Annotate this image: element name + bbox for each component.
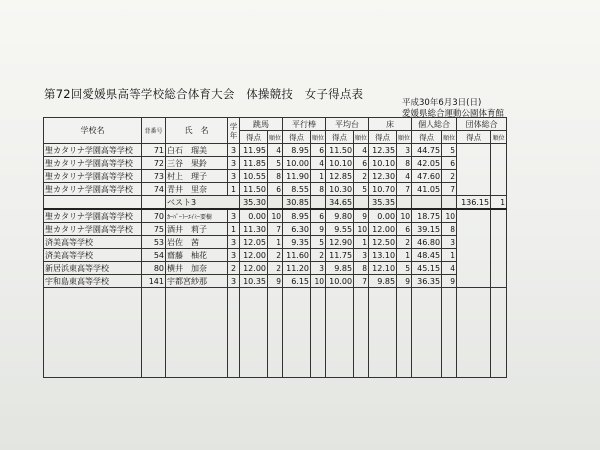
team-score-blank — [457, 144, 491, 196]
bib-cell: 80 — [142, 262, 166, 275]
bib-cell: 75 — [142, 223, 166, 236]
floor-score: 0.00 — [369, 209, 397, 223]
header-team-total: 団体総合 — [457, 118, 507, 131]
grade-cell: 3 — [228, 157, 240, 170]
bib-cell: 74 — [142, 183, 166, 196]
vault-rank: 8 — [268, 170, 283, 183]
header-rank: 順位 — [442, 131, 457, 144]
total-rank: 3 — [442, 236, 457, 249]
team-score-blank — [457, 209, 491, 288]
total-rank: 2 — [442, 170, 457, 183]
bars-score: 8.55 — [283, 183, 311, 196]
bars-rank: 4 — [311, 157, 326, 170]
beam-rank: 10 — [354, 223, 369, 236]
best3-floor: 35.35 — [369, 196, 397, 210]
bars-score: 11.20 — [283, 262, 311, 275]
beam-score: 12.90 — [326, 236, 354, 249]
beam-score: 12.85 — [326, 170, 354, 183]
vault-score: 0.00 — [240, 209, 268, 223]
best3-beam: 34.65 — [326, 196, 354, 210]
best3-blank — [311, 196, 326, 210]
total-score: 39.15 — [412, 223, 442, 236]
vault-score: 10.35 — [240, 275, 268, 288]
total-score: 44.75 — [412, 144, 442, 157]
header-score: 得点 — [283, 131, 311, 144]
header-indiv-total: 個人総合 — [412, 118, 457, 131]
bars-rank: 10 — [311, 275, 326, 288]
bars-score: 10.00 — [283, 157, 311, 170]
team-rank-blank — [491, 144, 507, 196]
bars-score: 6.30 — [283, 223, 311, 236]
empty-cell — [44, 288, 142, 378]
empty-cell — [228, 288, 240, 378]
floor-score: 12.50 — [369, 236, 397, 249]
empty-cell — [326, 288, 354, 378]
floor-rank: 6 — [397, 223, 412, 236]
best3-blank — [268, 196, 283, 210]
total-score: 45.15 — [412, 262, 442, 275]
school-cell: 聖カタリナ学園高等学校 — [44, 209, 142, 223]
floor-rank: 1 — [397, 249, 412, 262]
vault-score: 12.00 — [240, 262, 268, 275]
vault-rank: 10 — [268, 209, 283, 223]
best3-blank — [412, 196, 442, 210]
header-rank: 順位 — [311, 131, 326, 144]
grade-cell: 3 — [228, 144, 240, 157]
empty-cell — [166, 288, 228, 378]
best3-blank — [397, 196, 412, 210]
total-score: 41.05 — [412, 183, 442, 196]
vault-rank: 7 — [268, 223, 283, 236]
beam-rank: 3 — [354, 249, 369, 262]
total-rank: 5 — [442, 144, 457, 157]
name-cell: 酒井 莉子 — [166, 223, 228, 236]
bars-rank: 3 — [311, 262, 326, 275]
empty-cell — [311, 288, 326, 378]
school-cell: 済美高等学校 — [44, 249, 142, 262]
best3-blank — [142, 196, 166, 210]
empty-cell — [354, 288, 369, 378]
empty-cell — [442, 288, 457, 378]
grade-cell: 2 — [228, 262, 240, 275]
header-score: 得点 — [369, 131, 397, 144]
header-score: 得点 — [412, 131, 442, 144]
table-row — [44, 144, 507, 157]
floor-score: 10.10 — [369, 157, 397, 170]
vault-score: 12.05 — [240, 236, 268, 249]
team-score: 136.15 — [457, 196, 491, 210]
floor-score: 12.35 — [369, 144, 397, 157]
table-row — [44, 157, 507, 170]
floor-rank: 2 — [397, 236, 412, 249]
empty-cell — [457, 288, 491, 378]
beam-score: 9.55 — [326, 223, 354, 236]
total-score: 42.05 — [412, 157, 442, 170]
name-cell: 三谷 果鈴 — [166, 157, 228, 170]
beam-score: 10.10 — [326, 157, 354, 170]
total-score: 46.80 — [412, 236, 442, 249]
bib-cell: 53 — [142, 236, 166, 249]
name-cell: 岩佐 茜 — [166, 236, 228, 249]
floor-rank: 9 — [397, 275, 412, 288]
team-rank: 1 — [491, 196, 507, 210]
table-row — [44, 183, 507, 196]
bars-rank: 6 — [311, 144, 326, 157]
team-rank-blank — [491, 209, 507, 288]
school-cell: 済美高等学校 — [44, 236, 142, 249]
total-score: 36.35 — [412, 275, 442, 288]
school-cell: 聖カタリナ学園高等学校 — [44, 144, 142, 157]
vault-score: 10.55 — [240, 170, 268, 183]
bib-cell: 73 — [142, 170, 166, 183]
table-row — [44, 209, 507, 223]
total-rank: 6 — [442, 157, 457, 170]
best3-blank — [354, 196, 369, 210]
bars-rank: 8 — [311, 183, 326, 196]
vault-rank: 1 — [268, 236, 283, 249]
beam-rank: 4 — [354, 144, 369, 157]
table-row — [44, 236, 507, 249]
empty-cell — [268, 288, 283, 378]
total-rank: 8 — [442, 223, 457, 236]
school-cell: 聖カタリナ学園高等学校 — [44, 157, 142, 170]
empty-cell — [283, 288, 311, 378]
header-school: 学校名 — [44, 118, 142, 144]
grade-cell: 1 — [228, 183, 240, 196]
vault-rank: 6 — [268, 183, 283, 196]
total-rank: 10 — [442, 209, 457, 223]
name-cell: 横井 加奈 — [166, 262, 228, 275]
school-cell: 聖カタリナ学園高等学校 — [44, 183, 142, 196]
beam-score: 10.30 — [326, 183, 354, 196]
name-cell: 白石 瑠美 — [166, 144, 228, 157]
header-score: 得点 — [326, 131, 354, 144]
beam-score: 9.80 — [326, 209, 354, 223]
name-cell: 宇都宮紗那 — [166, 275, 228, 288]
vault-score: 11.50 — [240, 183, 268, 196]
bars-score: 8.95 — [283, 209, 311, 223]
vault-rank: 9 — [268, 275, 283, 288]
header-row-top — [44, 118, 507, 131]
grade-cell: 3 — [228, 249, 240, 262]
header-grade: 学年 — [228, 118, 240, 144]
header-score: 得点 — [240, 131, 268, 144]
bars-score: 11.60 — [283, 249, 311, 262]
bib-cell: 72 — [142, 157, 166, 170]
floor-score: 10.70 — [369, 183, 397, 196]
grade-cell: 3 — [228, 275, 240, 288]
bars-score: 6.15 — [283, 275, 311, 288]
vault-score: 12.00 — [240, 249, 268, 262]
table-row — [44, 249, 507, 262]
total-rank: 1 — [442, 249, 457, 262]
best3-row — [44, 196, 507, 210]
floor-rank: 10 — [397, 209, 412, 223]
school-cell: 宇和島東高等学校 — [44, 275, 142, 288]
bib-cell: 141 — [142, 275, 166, 288]
floor-score: 12.00 — [369, 223, 397, 236]
floor-rank: 3 — [397, 144, 412, 157]
name-cell: 青井 里奈 — [166, 183, 228, 196]
header-floor: 床 — [369, 118, 412, 131]
school-cell: 新居浜東高等学校 — [44, 262, 142, 275]
header-rank: 順位 — [491, 131, 507, 144]
beam-score: 11.75 — [326, 249, 354, 262]
floor-score: 12.30 — [369, 170, 397, 183]
beam-rank: 8 — [354, 262, 369, 275]
beam-score: 9.85 — [326, 262, 354, 275]
school-cell: 聖カタリナ学園高等学校 — [44, 223, 142, 236]
header-beam: 平均台 — [326, 118, 369, 131]
name-cell: 村上 理子 — [166, 170, 228, 183]
empty-row — [44, 288, 507, 378]
header-score: 得点 — [457, 131, 491, 144]
best3-blank — [442, 196, 457, 210]
grade-cell: 1 — [228, 223, 240, 236]
bars-rank: 6 — [311, 209, 326, 223]
beam-rank: 2 — [354, 170, 369, 183]
header-rank: 順位 — [354, 131, 369, 144]
bars-rank: 5 — [311, 236, 326, 249]
beam-rank: 1 — [354, 236, 369, 249]
total-rank: 4 — [442, 262, 457, 275]
name-cell: 齋藤 柚花 — [166, 249, 228, 262]
best3-blank — [44, 196, 142, 210]
total-rank: 9 — [442, 275, 457, 288]
floor-rank: 4 — [397, 170, 412, 183]
header-name: 氏 名 — [166, 118, 228, 144]
vault-rank: 5 — [268, 157, 283, 170]
bars-score: 9.35 — [283, 236, 311, 249]
bib-cell: 70 — [142, 209, 166, 223]
best3-bars: 30.85 — [283, 196, 311, 210]
grade-cell: 3 — [228, 209, 240, 223]
empty-cell — [491, 288, 507, 378]
bars-score: 11.90 — [283, 170, 311, 183]
bars-score: 8.95 — [283, 144, 311, 157]
floor-score: 9.85 — [369, 275, 397, 288]
floor-rank: 7 — [397, 183, 412, 196]
total-score: 47.60 — [412, 170, 442, 183]
table-row — [44, 275, 507, 288]
grade-cell: 3 — [228, 170, 240, 183]
vault-score: 11.30 — [240, 223, 268, 236]
header-bib: 背番号 — [142, 118, 166, 144]
bib-cell: 54 — [142, 249, 166, 262]
score-table — [43, 117, 507, 378]
event-date: 平成30年6月3日(日) — [402, 98, 482, 108]
vault-score: 11.85 — [240, 157, 268, 170]
header-bars: 平行棒 — [283, 118, 326, 131]
best3-label: ベスト3 — [166, 196, 240, 210]
table-row — [44, 223, 507, 236]
empty-cell — [369, 288, 397, 378]
beam-rank: 9 — [354, 209, 369, 223]
page-title: 第72回愛媛県高等学校総合体育大会 体操競技 女子得点表 — [44, 87, 364, 101]
floor-rank: 5 — [397, 262, 412, 275]
floor-rank: 8 — [397, 157, 412, 170]
total-rank: 7 — [442, 183, 457, 196]
empty-cell — [397, 288, 412, 378]
total-score: 48.45 — [412, 249, 442, 262]
floor-score: 13.10 — [369, 249, 397, 262]
grade-cell: 3 — [228, 236, 240, 249]
empty-cell — [412, 288, 442, 378]
bars-rank: 2 — [311, 249, 326, 262]
floor-score: 12.10 — [369, 262, 397, 275]
bars-rank: 9 — [311, 223, 326, 236]
beam-rank: 6 — [354, 157, 369, 170]
vault-rank: 4 — [268, 144, 283, 157]
event-venue: 愛媛県総合運動公園体育館 — [402, 109, 505, 119]
vault-score: 11.95 — [240, 144, 268, 157]
bib-cell: 71 — [142, 144, 166, 157]
beam-score: 10.00 — [326, 275, 354, 288]
header-rank: 順位 — [397, 131, 412, 144]
bars-rank: 1 — [311, 170, 326, 183]
school-cell: 聖カタリナ学園高等学校 — [44, 170, 142, 183]
beam-score: 11.50 — [326, 144, 354, 157]
beam-rank: 5 — [354, 183, 369, 196]
header-vault: 跳馬 — [240, 118, 283, 131]
vault-rank: 2 — [268, 249, 283, 262]
best3-vault: 35.30 — [240, 196, 268, 210]
empty-cell — [240, 288, 268, 378]
name-cell: ｶｰﾊﾟｰﾄｰｴｲﾐｰ要樹 — [166, 209, 228, 223]
empty-cell — [142, 288, 166, 378]
vault-rank: 2 — [268, 262, 283, 275]
table-row — [44, 170, 507, 183]
table-row — [44, 262, 507, 275]
total-score: 18.75 — [412, 209, 442, 223]
header-rank: 順位 — [268, 131, 283, 144]
beam-rank: 7 — [354, 275, 369, 288]
